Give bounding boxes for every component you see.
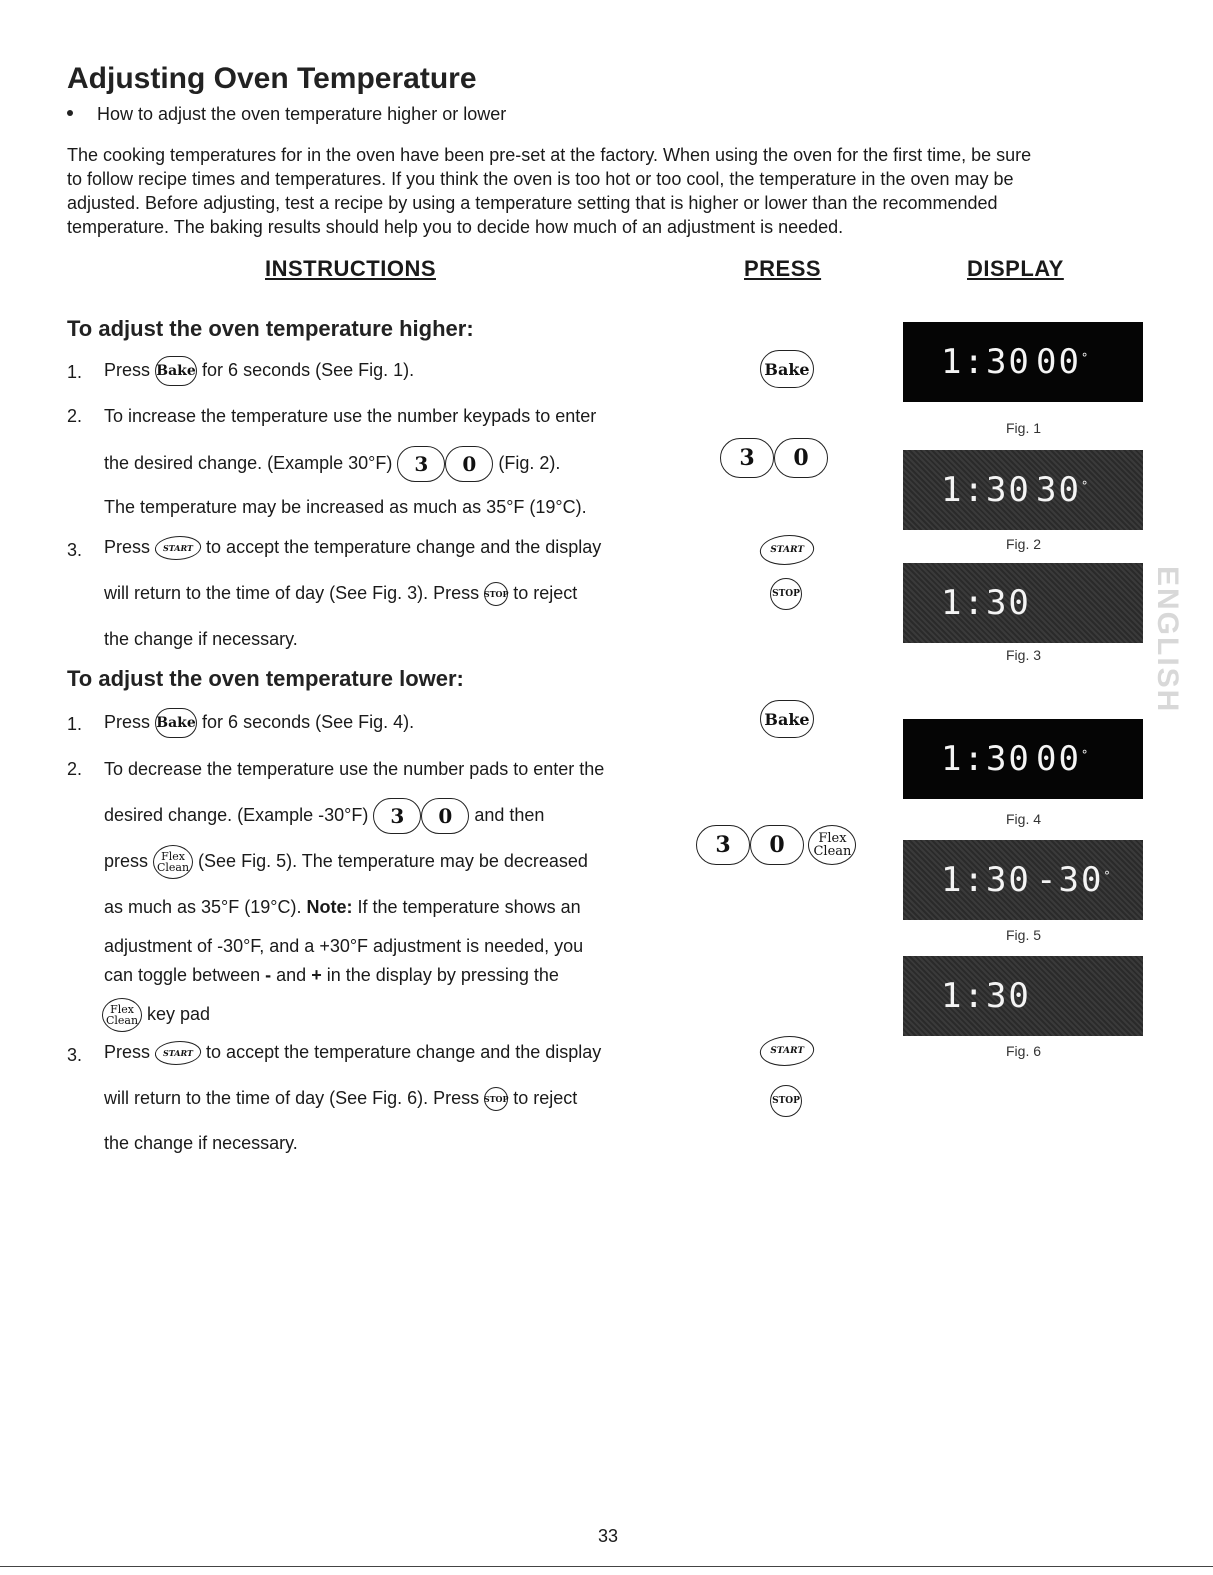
step-text: Press: [104, 711, 151, 732]
key-label: Clean: [105, 1014, 139, 1027]
key-label: Clean: [813, 844, 852, 859]
degree-symbol: °: [1080, 351, 1091, 365]
step-number: 3.: [67, 540, 83, 560]
bake-key-icon: Bake: [760, 700, 814, 738]
press-stop-lower: [770, 1085, 802, 1117]
degree-symbol: °: [1103, 869, 1113, 883]
step-text: to accept the temperature change and the display: [206, 536, 602, 557]
flex-clean-key-icon: [102, 998, 142, 1032]
zero-key-icon: 0: [421, 798, 469, 834]
step-text: to reject: [513, 1087, 578, 1108]
lower-step-2-line-7: [102, 998, 210, 1032]
lower-step-2-line-2: [104, 798, 544, 834]
bake-key-icon: Bake: [155, 356, 197, 386]
intro-line: adjusted. Before adjusting, test a recipe by using a temperature setting that is higher or lower than the recommended: [67, 193, 998, 213]
step-text: desired change. (Example -30°F): [104, 804, 369, 825]
three-key-icon: 3: [696, 825, 750, 865]
figure-label: Fig. 6: [1006, 1043, 1042, 1059]
subtitle: [67, 104, 506, 125]
intro-line: The cooking temperatures for in the oven have been pre-set at the factory. When using the oven for the first time, be sure: [67, 145, 1032, 165]
stop-key-icon: STOP: [770, 1085, 802, 1117]
flex-clean-key-icon: [808, 825, 856, 865]
step-text: will return to the time of day (See Fig. 6). Press: [104, 1087, 480, 1108]
press-stop-higher: [770, 578, 802, 610]
lower-step-2-line-5: adjustment of -30°F, and a +30°F adjustment is needed, you: [104, 936, 584, 956]
step-text: If the temperature shows an: [357, 897, 581, 917]
start-key-icon: START: [153, 1041, 203, 1065]
oven-display-fig-4: [903, 719, 1143, 799]
step-text: in the display by pressing the: [326, 965, 559, 985]
note-label: Note:: [306, 897, 353, 917]
section-heading-lower: To adjust the oven temperature lower:: [67, 666, 464, 691]
higher-step-3-line-2: [104, 582, 577, 606]
display-adjustment: 00: [1036, 342, 1081, 382]
minus-symbol: -: [265, 965, 272, 985]
step-text: as much as 35°F (19°C).: [104, 897, 302, 917]
zero-key-icon: 0: [774, 438, 828, 478]
higher-step-3-line-1: [104, 536, 601, 560]
three-key-icon: 3: [397, 446, 445, 482]
figure-label: Fig. 5: [1006, 927, 1042, 943]
bottom-rule: [0, 1566, 1213, 1567]
press-start-lower: [760, 1036, 814, 1066]
page-number: 33: [598, 1526, 619, 1546]
higher-step-2-line-1: To increase the temperature use the number keypads to enter: [104, 406, 597, 426]
bake-key-icon: Bake: [760, 350, 814, 388]
zero-key-icon: 0: [445, 446, 493, 482]
three-key-icon: 3: [720, 438, 774, 478]
lower-step-1: [104, 708, 414, 738]
stop-key-icon: STOP: [484, 582, 508, 606]
step-text: and: [276, 965, 307, 985]
press-30-flex-lower: [696, 825, 856, 865]
section-heading-higher: To adjust the oven temperature higher:: [67, 316, 474, 341]
display-header: DISPLAY: [967, 256, 1064, 281]
higher-step-3-line-3: the change if necessary.: [104, 629, 298, 649]
side-tab-label: ENGLISH: [1151, 566, 1184, 714]
start-key-icon: START: [153, 536, 203, 560]
stop-key-icon: STOP: [770, 578, 802, 610]
lower-step-3-line-1: [104, 1041, 601, 1065]
oven-display-fig-3: [903, 563, 1143, 643]
press-bake-lower: [760, 700, 814, 738]
step-text: for 6 seconds (See Fig. 1).: [202, 359, 415, 380]
intro-paragraph: [67, 143, 1147, 239]
step-text: Press: [104, 1041, 151, 1062]
higher-step-1: [104, 356, 414, 386]
oven-display-fig-6: [903, 956, 1143, 1036]
step-text: can toggle between: [104, 965, 261, 985]
step-text: Press: [104, 536, 151, 557]
step-number: 1.: [67, 714, 83, 734]
display-adjustment: 00: [1036, 739, 1081, 779]
display-time: 1:30: [941, 860, 1031, 900]
key-label: Flex: [161, 850, 185, 863]
flex-clean-key-icon: [153, 845, 193, 879]
step-text: Press: [104, 359, 151, 380]
page-title: Adjusting Oven Temperature: [67, 62, 477, 95]
step-text: (Fig. 2).: [498, 452, 561, 473]
display-time: 1:30: [941, 976, 1031, 1016]
oven-display-fig-1: [903, 322, 1143, 402]
lower-step-2-line-6: [104, 965, 559, 986]
key-label: Flex: [110, 1003, 134, 1016]
step-text: will return to the time of day (See Fig. 3). Press: [104, 582, 480, 603]
step-text: press: [104, 850, 149, 871]
step-text: (See Fig. 5). The temperature may be decreased: [198, 850, 588, 871]
side-language-tab: [1150, 566, 1190, 714]
plus-symbol: +: [311, 965, 322, 985]
lower-step-3-line-2: [104, 1087, 577, 1111]
press-bake-higher: [760, 350, 814, 388]
display-time: 1:30: [941, 470, 1031, 510]
step-number: 2.: [67, 759, 83, 779]
step-number: 2.: [67, 406, 83, 426]
bullet-icon: [67, 110, 73, 116]
figure-label: Fig. 2: [1006, 536, 1042, 552]
step-text: to reject: [513, 582, 578, 603]
intro-line: temperature. The baking results should help you to decide how much of an adjustment is needed.: [67, 217, 844, 237]
press-header: PRESS: [744, 256, 822, 281]
step-text: the desired change. (Example 30°F): [104, 452, 393, 473]
higher-step-2-line-3: The temperature may be increased as much as 35°F (19°C).: [104, 497, 587, 517]
degree-symbol: °: [1080, 748, 1091, 762]
display-adjustment: -30: [1036, 860, 1104, 900]
press-30-higher: [720, 438, 828, 478]
instructions-header: INSTRUCTIONS: [265, 256, 436, 281]
key-label: Clean: [156, 861, 190, 874]
step-text: and then: [474, 804, 545, 825]
display-time: 1:30: [941, 342, 1031, 382]
zero-key-icon: 0: [750, 825, 804, 865]
display-adjustment: 30: [1036, 470, 1081, 510]
display-time: 1:30: [941, 739, 1031, 779]
lower-step-2-line-4: [104, 897, 581, 918]
oven-display-fig-5: [903, 840, 1143, 920]
figure-label: Fig. 3: [1006, 647, 1042, 663]
figure-label: Fig. 4: [1006, 811, 1042, 827]
display-time: 1:30: [941, 583, 1031, 623]
start-key-icon: START: [757, 535, 816, 565]
oven-display-fig-2: [903, 450, 1143, 530]
lower-step-3-line-3: the change if necessary.: [104, 1133, 298, 1153]
step-number: 1.: [67, 362, 83, 382]
key-label: Flex: [818, 831, 847, 846]
step-number: 3.: [67, 1045, 83, 1065]
figure-label: Fig. 1: [1006, 420, 1042, 436]
lower-step-2-line-3: [104, 845, 588, 879]
step-text: to accept the temperature change and the display: [206, 1041, 602, 1062]
step-text: key pad: [147, 1003, 211, 1024]
degree-symbol: °: [1080, 479, 1091, 493]
lower-step-2-line-1: To decrease the temperature use the number pads to enter the: [104, 759, 605, 779]
press-start-higher: [760, 535, 814, 565]
higher-step-2-line-2: [104, 446, 560, 482]
three-key-icon: 3: [373, 798, 421, 834]
step-text: for 6 seconds (See Fig. 4).: [202, 711, 415, 732]
bake-key-icon: Bake: [155, 708, 197, 738]
stop-key-icon: STOP: [484, 1087, 508, 1111]
intro-line: to follow recipe times and temperatures. If you think the oven is too hot or too cool, the temperature in the oven may be: [67, 169, 1014, 189]
subtitle-text: How to adjust the oven temperature higher or lower: [97, 104, 507, 124]
start-key-icon: START: [757, 1036, 816, 1066]
